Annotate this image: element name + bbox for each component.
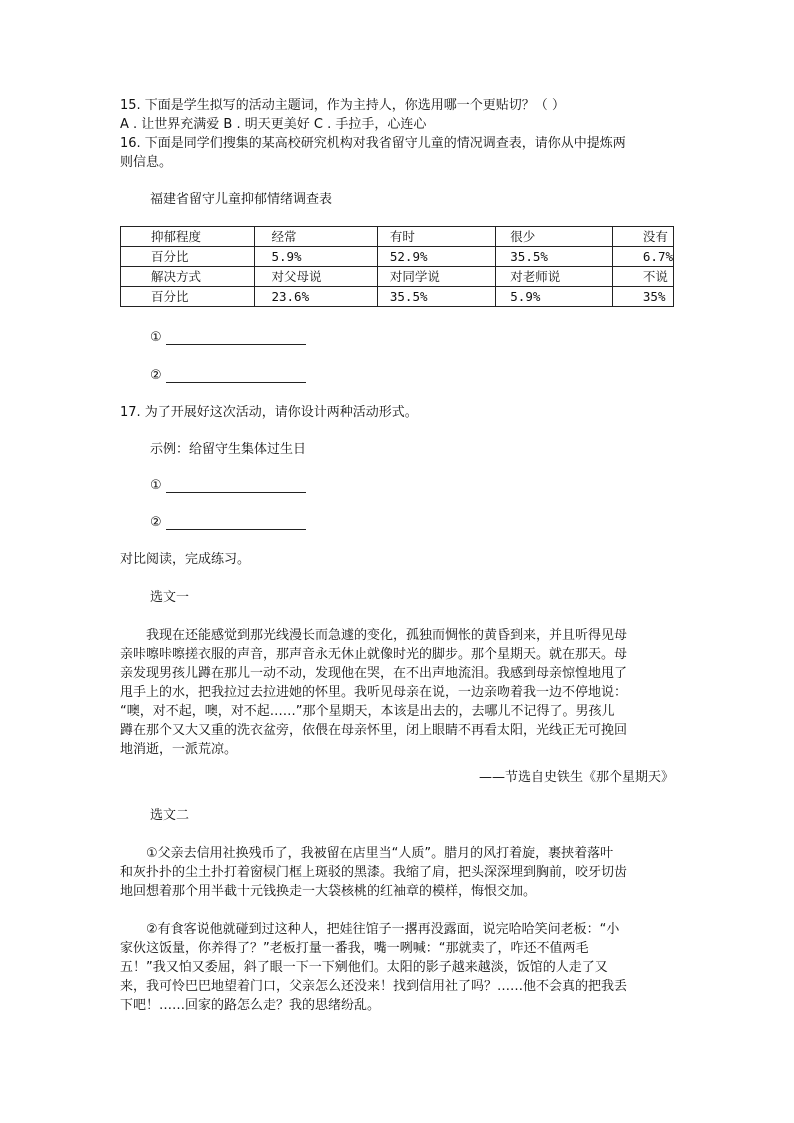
table-cell: 35.5% — [377, 287, 495, 307]
table-row — [121, 247, 674, 267]
q16-blank2-marker: ② — [150, 368, 162, 383]
q17-blank1-marker: ① — [150, 478, 162, 493]
table-cell: 抑郁程度 — [121, 227, 255, 247]
table-cell: 经常 — [255, 227, 377, 247]
table-cell: 6.7% — [612, 247, 673, 267]
q17-example: 示例：给留守生集体过生日 — [150, 442, 307, 457]
q16-blank1-marker: ① — [150, 330, 162, 345]
text-line: 我现在还能感觉到那光线漫长而急遽的变化，孤独而惆怅的黄昏到来，并且听得见母 — [120, 628, 628, 643]
table-cell: 52.9% — [377, 247, 495, 267]
text-line: 地消逝，一派荒凉。 — [120, 742, 238, 757]
table-cell: 百分比 — [121, 247, 255, 267]
survey-table-title: 福建省留守儿童抑郁情绪调查表 — [150, 192, 333, 207]
text-line: 家伙这饭量，你养得了？”老板打量一番我，嘴一咧喊：“那就卖了，咋还不值两毛 — [120, 941, 589, 956]
table-cell: 5.9% — [255, 247, 377, 267]
text-line: 蹲在那个又大又重的洗衣盆旁，依偎在母亲怀里，闭上眼睛不再看太阳，光线正无可挽回 — [120, 723, 628, 738]
text-line: 甩手上的水，把我拉过去拉进她的怀里。我听见母亲在说，一边亲吻着我一边不停地说： — [120, 685, 628, 700]
table-cell: 35.5% — [496, 247, 613, 267]
q16-answer-blank-1[interactable] — [166, 344, 306, 345]
text1-source: ——节选自史铁生《那个星期天》 — [478, 770, 674, 785]
q17-answer-blank-2[interactable] — [166, 529, 306, 530]
text2-paragraph-2 — [120, 920, 676, 1015]
q17-answer-blank-1[interactable] — [166, 492, 306, 493]
q16-stem-line1: 16. 下面是同学们搜集的某高校研究机构对我省留守儿童的情况调查表，请你从中提炼两 — [120, 136, 626, 151]
table-row — [121, 227, 674, 247]
text-line: 五！”我又怕又委屈，斜了眼一下一下剜他们。太阳的影子越来越淡，饭馆的人走了又 — [120, 960, 608, 975]
text-line: ②有食客说他就碰到过这种人，把娃往馆子一撂再没露面，说完哈哈笑问老板：“小 — [120, 922, 620, 937]
table-row — [121, 267, 674, 287]
table-cell: 百分比 — [121, 287, 255, 307]
q16-answer-blank-2[interactable] — [166, 382, 306, 383]
text-line: 亲发现男孩儿蹲在那儿一动不动，发现他在哭，在不出声地流泪。我感到母亲惊惶地甩了 — [120, 666, 628, 681]
text2-paragraph-1 — [120, 844, 676, 901]
survey-table — [120, 226, 674, 307]
q16-stem-line2: 则信息。 — [120, 155, 173, 170]
q17-stem: 17. 为了开展好这次活动，请你设计两种活动形式。 — [120, 405, 418, 420]
table-cell: 不说 — [612, 267, 673, 287]
table-cell: 对父母说 — [255, 267, 377, 287]
table-cell: 23.6% — [255, 287, 377, 307]
text-line: “噢，对不起，噢，对不起……”那个星期天，本该是出去的，去哪儿不记得了。男孩儿 — [120, 704, 615, 719]
text-line: 亲咔嚓咔嚓搓衣服的声音，那声音永无休止就像时光的脚步。那个星期天。就在那天。母 — [120, 647, 628, 662]
text2-title: 选文二 — [150, 808, 190, 823]
table-row — [121, 287, 674, 307]
table-cell: 35% — [612, 287, 673, 307]
table-cell: 对同学说 — [377, 267, 495, 287]
reading-instruction: 对比阅读，完成练习。 — [120, 552, 251, 567]
table-cell: 有时 — [377, 227, 495, 247]
q15-stem: 15. 下面是学生拟写的活动主题词，作为主持人，你选用哪一个更贴切？（ ） — [120, 98, 565, 113]
text-line: ①父亲去信用社换残币了，我被留在店里当“人质”。腊月的风打着旋，裹挟着落叶 — [120, 846, 614, 861]
text-line: 来，我可怜巴巴地望着门口，父亲怎么还没来！找到信用社了吗？……他不会真的把我丢 — [120, 979, 628, 994]
text-line: 地回想着那个用半截十元钱换走一大袋核桃的红袖章的模样，悔恨交加。 — [120, 884, 537, 899]
table-cell: 对老师说 — [496, 267, 613, 287]
text-line: 下吧！……回家的路怎么走？我的思绪纷乱。 — [120, 998, 381, 1013]
q15-options: A . 让世界充满爱 B . 明天更美好 C . 手拉手，心连心 — [120, 117, 427, 132]
table-cell: 解决方式 — [121, 267, 255, 287]
text-line: 和灰扑扑的尘土扑打着窗棂门框上斑驳的黑漆。我缩了肩，把头深深埋到胸前，咬牙切齿 — [120, 865, 628, 880]
table-cell: 5.9% — [496, 287, 613, 307]
table-cell: 没有 — [612, 227, 673, 247]
text1-paragraph — [120, 626, 676, 759]
q17-blank2-marker: ② — [150, 515, 162, 530]
table-cell: 很少 — [496, 227, 613, 247]
text1-title: 选文一 — [150, 590, 190, 605]
